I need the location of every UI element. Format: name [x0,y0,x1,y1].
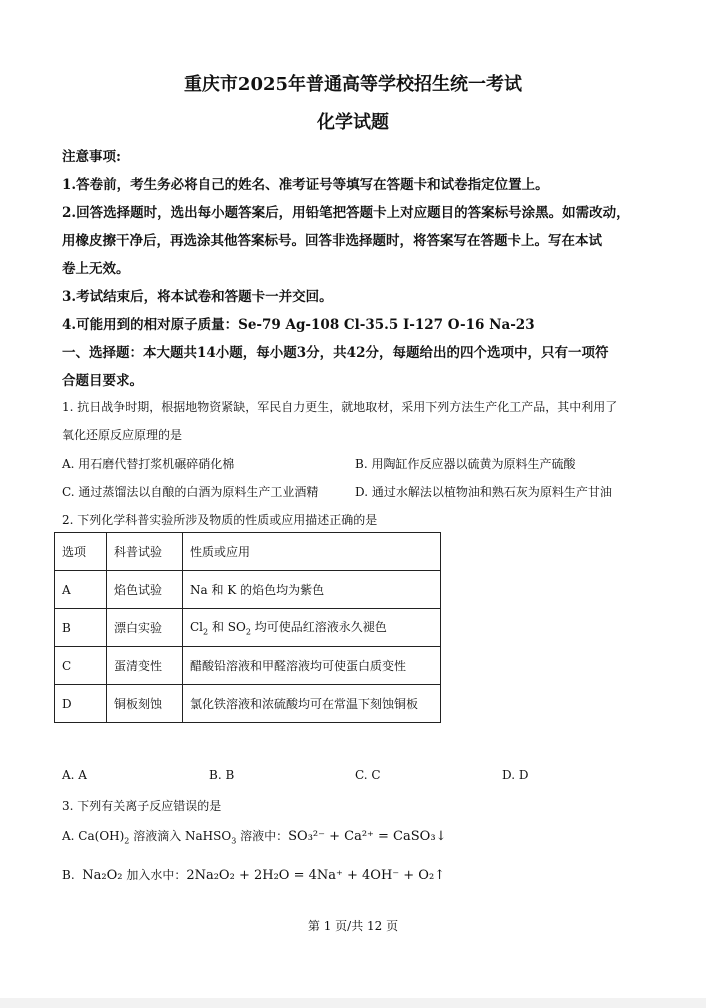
q1-option-c: C. 通过蒸馏法以自酿的白酒为原料生产工业酒精 [62,485,319,499]
q2-answer-a: A. A [62,768,87,782]
exam-title: 重庆市2025年普通高等学校招生统一考试 [183,74,523,95]
table-row [55,685,441,723]
q3-a-suffix: 溶液中： [236,829,289,843]
q1-stem-line-1: 1. 抗日战争时期，根据地物资紧缺，军民自力更生，就地取材，采用下列方法生产化工产品，其中利用了 [62,400,618,414]
header-option: 选项 [55,533,107,571]
q1-option-d: D. 通过水解法以植物油和熟石灰为原料生产甘油 [355,485,612,499]
q1-option-a: A. 用石磨代替打浆机碾碎硝化棉 [62,457,235,471]
notice-item-3: 3.考试结束后，将本试卷和答题卡一并交回。 [62,289,333,305]
notice-item-2-line-1: 2.回答选择题时，选出每小题答案后，用铅笔把答题卡上对应题目的答案标号涂黑。如需改动， [62,205,630,221]
page-bottom-edge [0,998,706,1008]
row-option: A [55,571,107,609]
row-option: D [55,685,107,723]
q3-b-formula: Na₂O₂ [82,868,123,883]
row-experiment: 铜板刻蚀 [107,685,183,723]
q2-table [54,532,441,723]
q2-answer-d: D. D [502,768,529,782]
formula-cl: Cl [190,620,204,635]
q3-option-a [62,827,446,845]
row-property: 醋酸铅溶液和甲醛溶液均可使蛋白质变性 [183,647,441,685]
q3-a-mid: 溶液滴入 NaHSO [129,829,232,843]
notice-heading: 注意事项: [62,149,121,165]
header-property: 性质或应用 [183,533,441,571]
row-property: 氯化铁溶液和浓硫酸均可在常温下刻蚀铜板 [183,685,441,723]
row-experiment: 焰色试验 [107,571,183,609]
q1-stem-line-2: 氧化还原反应原理的是 [62,428,183,442]
q2-answer-b: B. B [209,768,235,782]
row-property: Na 和 K 的焰色均为紫色 [183,571,441,609]
section-1-heading-line-1: 一、选择题：本大题共14小题，每小题3分，共42分，每题给出的四个选项中，只有一项符 [62,345,609,361]
row-option: B [55,609,107,647]
q3-a-sub-1: 2 [124,836,130,846]
table-header-row [55,533,441,571]
q3-option-b [62,866,445,883]
property-rest: 均可使品红溶液永久褪色 [250,620,387,635]
formula-and-so: 和 SO [208,620,246,635]
q3-b-label: B. [62,868,75,882]
notice-item-4: 4.可能用到的相对原子质量：Se-79 Ag-108 Cl-35.5 I-127 O-16 Na-23 [62,317,535,333]
row-experiment: 蛋清变性 [107,647,183,685]
subject-title: 化学试题 [317,112,389,133]
q3-stem: 3. 下列有关离子反应错误的是 [62,799,222,813]
notice-item-1: 1.答卷前，考生务必将自己的姓名、准考证号等填写在答题卡和试卷指定位置上。 [62,177,549,193]
q3-b-text: 加入水中： [122,868,187,882]
section-1-heading-line-2: 合题目要求。 [62,373,143,389]
header-experiment: 科普试验 [107,533,183,571]
q3-a-sub-2: 3 [231,836,237,846]
q2-answer-c: C. C [355,768,381,782]
table-row [55,647,441,685]
q2-stem: 2. 下列化学科普实验所涉及物质的性质或应用描述正确的是 [62,513,378,527]
table-row [55,571,441,609]
row-experiment: 漂白实验 [107,609,183,647]
q3-b-equation: 2Na₂O₂ + 2H₂O = 4Na⁺ + 4OH⁻ + O₂↑ [186,868,446,883]
formula-so-sub: 2 [245,627,251,637]
q3-a-equation: SO₃²⁻ + Ca²⁺ = CaSO₃↓ [288,829,447,844]
q1-option-b: B. 用陶缸作反应器以硫黄为原料生产硫酸 [355,457,576,471]
q3-a-prefix: A. Ca(OH) [62,829,125,843]
page-number: 第 1 页/共 12 页 [307,919,399,933]
notice-item-2-line-2: 用橡皮擦干净后，再选涂其他答案标号。回答非选择题时，将答案写在答题卡上。写在本试 [62,233,602,249]
row-option: C [55,647,107,685]
row-property [183,609,441,647]
table-row [55,609,441,647]
formula-cl-sub: 2 [203,627,209,637]
notice-item-2-line-3: 卷上无效。 [62,261,130,277]
